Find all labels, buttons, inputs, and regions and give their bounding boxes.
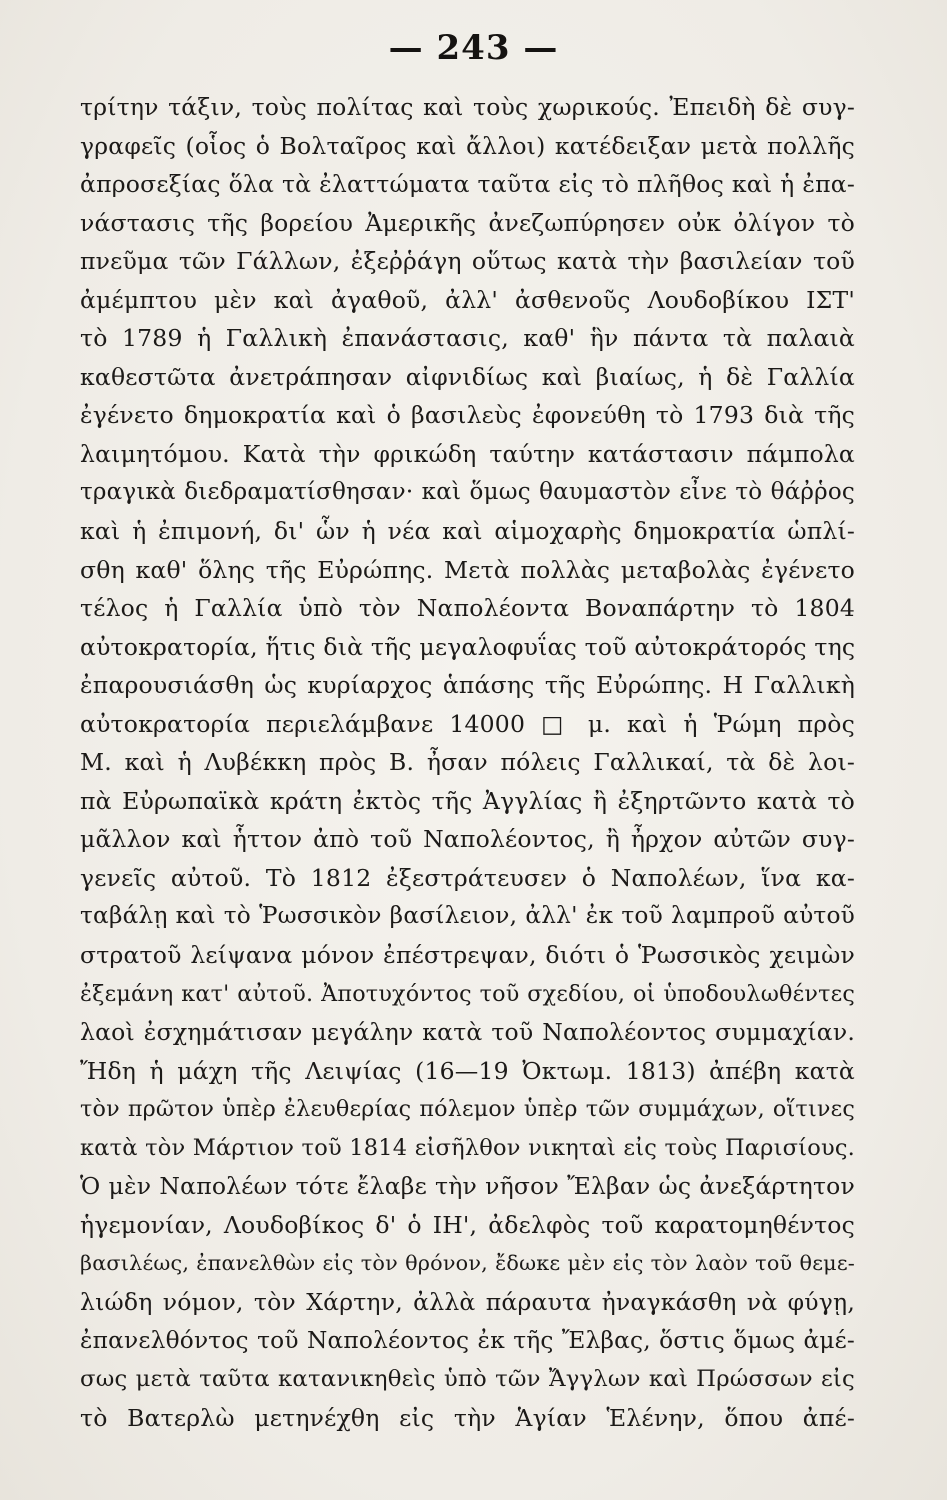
text-line: ἀπροσεξίας ὅλα τὰ ἐλαττώματα ταῦτα εἰς τὸ πλῆθος καὶ ἡ ἐπα- (80, 170, 855, 199)
text-line: ἐγένετο δημοκρατία καὶ ὁ βασιλεὺς ἐφονεύθη τὸ 1793 διὰ τῆς (80, 401, 855, 430)
text-line: σως μετὰ ταῦτα κατανικηθεὶς ὑπὸ τῶν Ἄγγλων καὶ Πρώσσων εἰς (80, 1366, 855, 1393)
text-line: αὐτοκρατορία περιελάμβανε 14000 □ μ. καὶ ἡ Ῥώμη πρὸς (80, 709, 855, 738)
text-line: Ὁ μὲν Ναπολέων τότε ἔλαβε τὴν νῆσον Ἔλβαν ὡς ἀνεξάρτητον (80, 1172, 855, 1201)
text-line: ἡγεμονίαν, Λουδοβίκος δ' ὁ ΙΗ', ἀδελφὸς τοῦ καρατομηθέντος (80, 1210, 855, 1239)
text-line: ἐξεμάνη κατ' αὐτοῦ. Ἀποτυχόντος τοῦ σχεδίου, οἱ ὑποδουλωθέντες (80, 980, 855, 1007)
text-line: σθη καθ' ὅλης τῆς Εὐρώπης. Μετὰ πολλὰς μεταβολὰς ἐγένετο (80, 555, 855, 584)
text-line: καὶ ἡ ἐπιμονή, δι' ὧν ἡ νέα καὶ αἱμοχαρὴς δημοκρατία ὡπλί- (80, 517, 855, 546)
text-line: μᾶλλον καὶ ἧττον ἀπὸ τοῦ Ναπολέοντος, ἢ ἦρχον αὐτῶν συγ- (80, 825, 855, 854)
text-line: γενεῖς αὐτοῦ. Τὸ 1812 ἐξεστράτευσεν ὁ Ναπολέων, ἵνα κα- (80, 863, 855, 892)
text-line: πνεῦμα τῶν Γάλλων, ἐξεῤῥάγη οὕτως κατὰ τὴν βασιλείαν τοῦ (80, 247, 855, 276)
body-text (80, 88, 855, 1437)
text-line: ἐπαρουσιάσθη ὡς κυρίαρχος ἁπάσης τῆς Εὐρώπης. Η Γαλλικὴ (80, 671, 855, 700)
text-line: στρατοῦ λείψανα μόνον ἐπέστρεψαν, διότι ὁ Ῥωσσικὸς χειμὼν (80, 941, 855, 970)
text-line: καθεστῶτα ἀνετράπησαν αἰφνιδίως καὶ βιαίως, ἡ δὲ Γαλλία (80, 362, 855, 391)
text-line: ἐπανελθόντος τοῦ Ναπολέοντος ἐκ τῆς Ἔλβας, ὅστις ὅμως ἀμέ- (80, 1326, 855, 1354)
text-line: τέλος ἡ Γαλλία ὑπὸ τὸν Ναπολέοντα Βοναπάρτην τὸ 1804 (80, 594, 855, 623)
text-line: γραφεῖς (οἷος ὁ Βολταῖρος καὶ ἄλλοι) κατέδειξαν μετὰ πολλῆς (80, 131, 855, 160)
text-line: τὸν πρῶτον ὑπὲρ ἐλευθερίας πόλεμον ὑπὲρ τῶν συμμάχων, οἵτινες (80, 1096, 855, 1123)
text-line: ταβάλῃ καὶ τὸ Ῥωσσικὸν βασίλειον, ἀλλ' ἐκ τοῦ λαμπροῦ αὐτοῦ (80, 902, 855, 930)
text-line: αὐτοκρατορία, ἥτις διὰ τῆς μεγαλοφυΐας τοῦ αὐτοκράτορός της (80, 632, 856, 661)
text-line: λιώδη νόμον, τὸν Χάρτην, ἀλλὰ πάραυτα ἠναγκάσθη νὰ φύγῃ, (80, 1287, 855, 1316)
text-line: τρίτην τάξιν, τοὺς πολίτας καὶ τοὺς χωρικούς. Ἐπειδὴ δὲ συγ- (80, 93, 855, 121)
text-line: ἀμέμπτου μὲν καὶ ἀγαθοῦ, ἀλλ' ἀσθενοῦς Λουδοβίκου ΙΣΤ' (80, 285, 855, 314)
text-line: βασιλέως, ἐπανελθὼν εἰς τὸν θρόνον, ἔδωκε μὲν εἰς τὸν λαὸν τοῦ θεμε- (80, 1251, 855, 1276)
text-line: τὸ 1789 ἡ Γαλλικὴ ἐπανάστασις, καθ' ἣν πάντα τὰ παλαιὰ (80, 324, 855, 353)
text-line: τραγικὰ διεδραματίσθησαν· καὶ ὅμως θαυμαστὸν εἶνε τὸ θάῤῥος (80, 479, 855, 506)
text-line: Ἤδη ἡ μάχη τῆς Λειψίας (16—19 Ὀκτωμ. 1813) ἀπέβη κατὰ (80, 1056, 855, 1085)
text-line: νάστασις τῆς βορείου Ἀμερικῆς ἀνεζωπύρησεν οὐκ ὀλίγον τὸ (80, 208, 855, 237)
text-line: λαοὶ ἐσχημάτισαν μεγάλην κατὰ τοῦ Ναπολέοντος συμμαχίαν. (80, 1018, 855, 1047)
text-line: τὸ Βατερλὼ μετηνέχθη εἰς τὴν Ἁγίαν Ἑλένην, ὅπου ἀπέ- (80, 1403, 855, 1432)
text-line: κατὰ τὸν Μάρτιον τοῦ 1814 εἰσῆλθον νικηταὶ εἰς τοὺς Παρισίους. (80, 1134, 855, 1161)
text-line: λαιμητόμου. Κατὰ τὴν φρικώδη ταύτην κατάστασιν πάμπολα (80, 439, 855, 468)
text-line: πὰ Εὐρωπαϊκὰ κράτη ἐκτὸς τῆς Ἀγγλίας ἢ ἐξηρτῶντο κατὰ τὸ (80, 786, 855, 815)
page-number: — 243 — (388, 28, 559, 68)
text-line: Μ. καὶ ἡ Λυβέκκη πρὸς Β. ἦσαν πόλεις Γαλλικαί, τὰ δὲ λοι- (80, 748, 855, 777)
